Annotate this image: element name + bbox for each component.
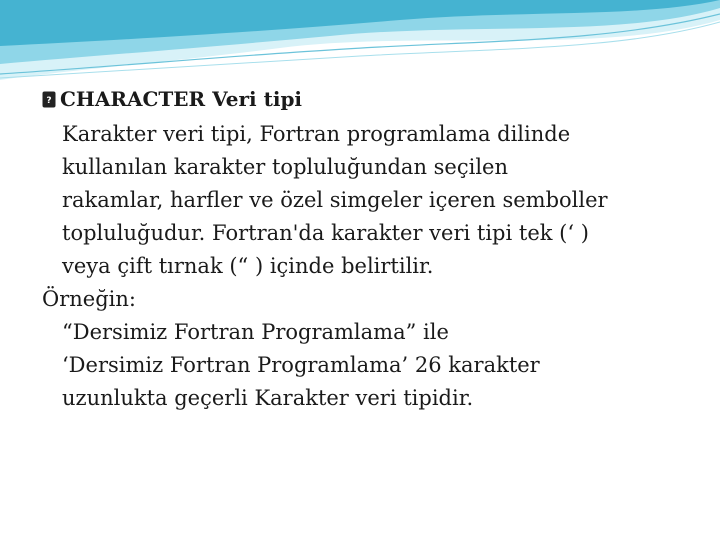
example-line: uzunlukta geçerli Karakter veri tipidir. (62, 386, 474, 410)
slide-heading (42, 86, 302, 112)
example-line: ‘Dersimiz Fortran Programlama’ 26 karakter (62, 353, 540, 377)
definition-line: veya çift tırnak (“ ) içinde belirtilir. (62, 254, 434, 278)
slide-body (42, 118, 692, 415)
example-line: “Dersimiz Fortran Programlama” ile (62, 320, 449, 344)
svg-text:?: ? (46, 96, 52, 106)
heading-text: CHARACTER Veri tipi (60, 87, 303, 111)
definition-line: rakamlar, harfler ve özel simgeler içeren semboller (62, 188, 608, 212)
definition-paragraph (42, 118, 692, 283)
definition-line: kullanılan karakter topluluğundan seçilen (62, 155, 509, 179)
decorative-wave-header (0, 0, 720, 90)
example-label: Örneğin: (42, 287, 136, 311)
example-paragraph (42, 316, 692, 415)
definition-line: Karakter veri tipi, Fortran programlama dilinde (62, 122, 571, 146)
definition-line: topluluğudur. Fortran'da karakter veri tipi tek (‘ ) (62, 221, 589, 245)
missing-glyph-box-icon (42, 91, 56, 108)
